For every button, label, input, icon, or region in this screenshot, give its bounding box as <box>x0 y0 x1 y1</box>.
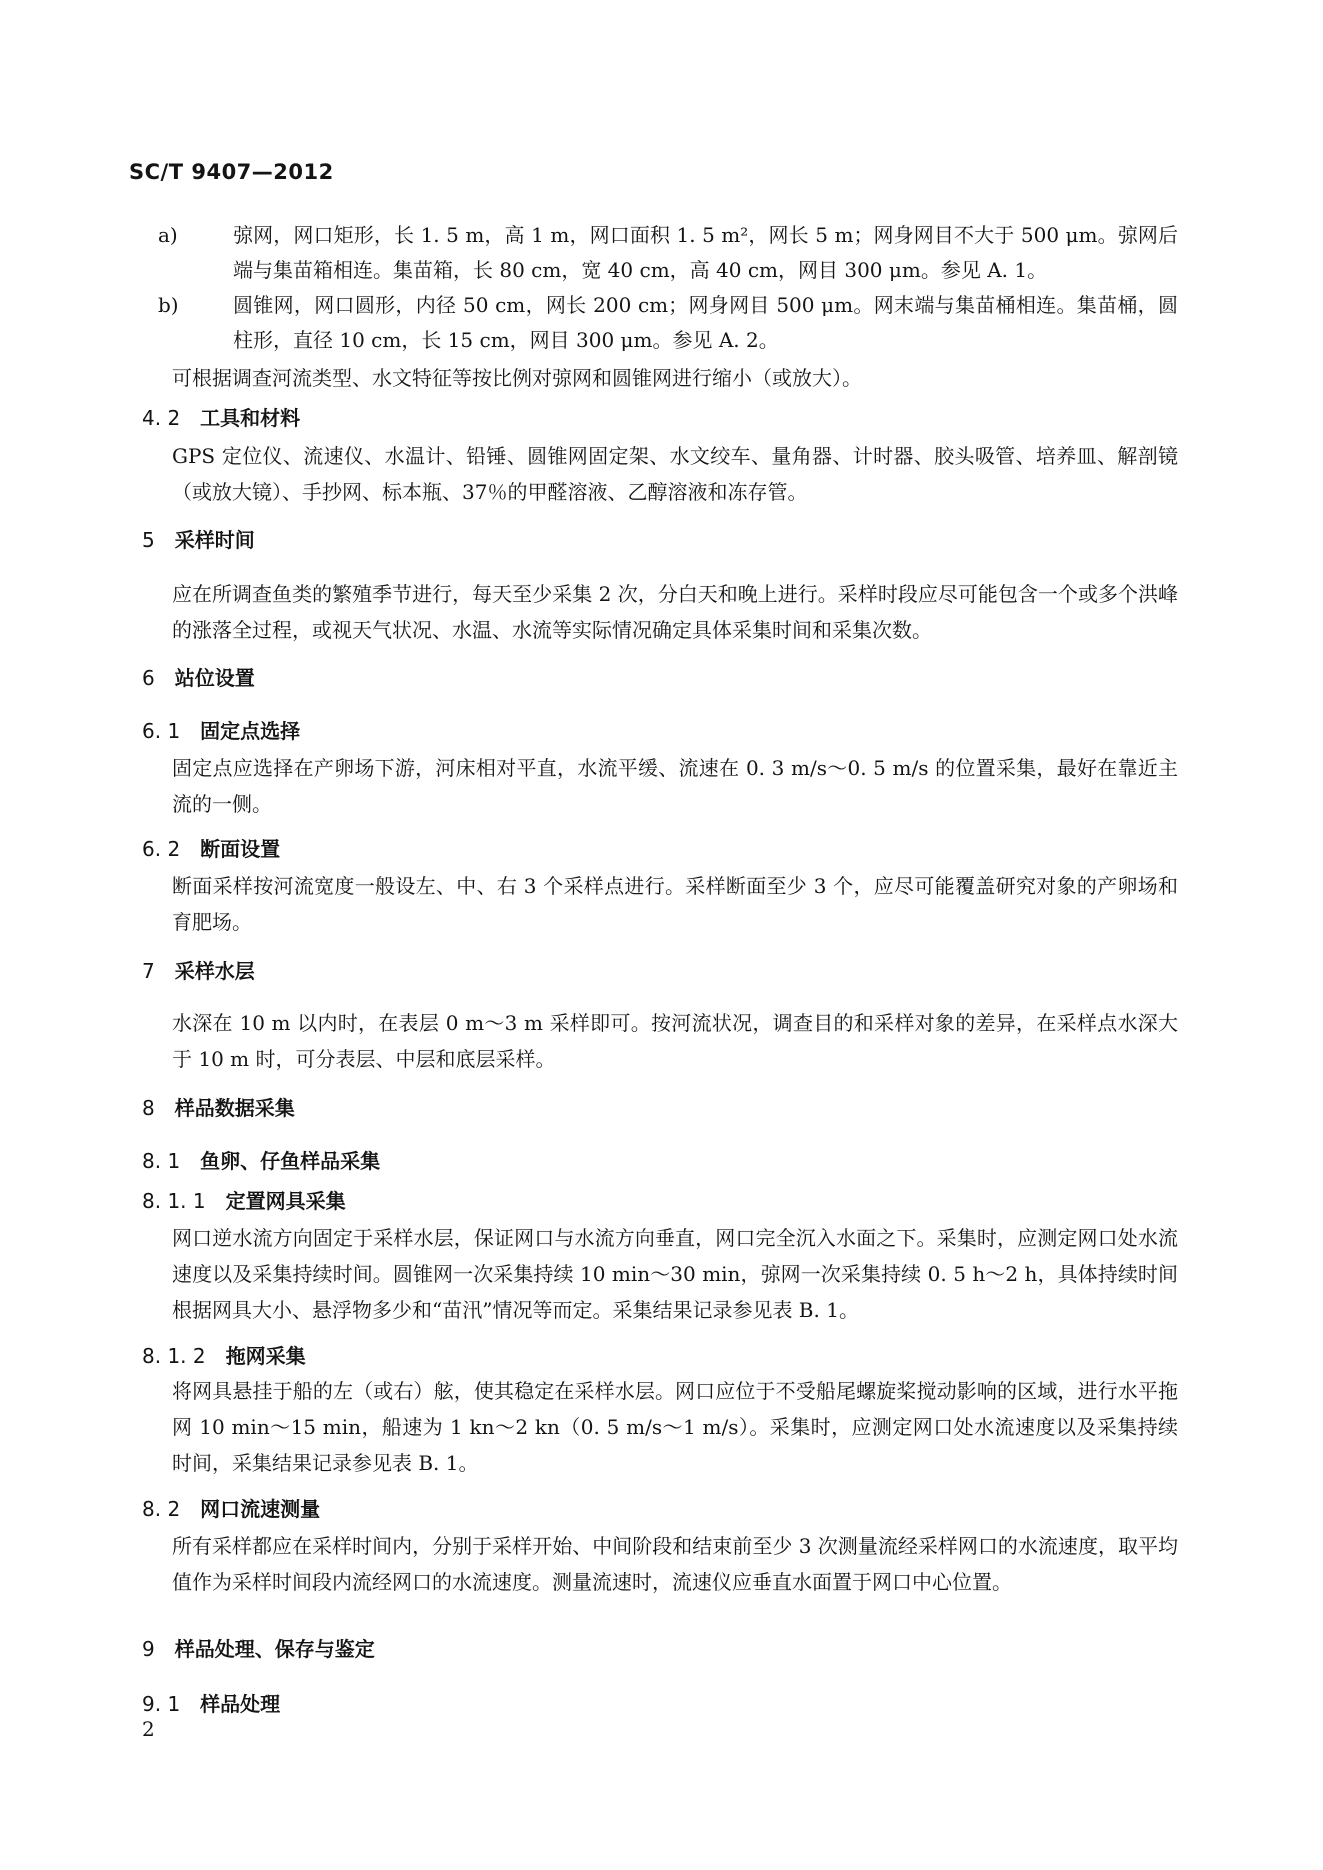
heading-title: 网口流速测量 <box>200 1497 321 1521</box>
heading-number: 6. 1 <box>142 719 181 743</box>
heading-6-2 <box>142 833 280 862</box>
heading-title: 工具和材料 <box>200 406 301 430</box>
page-number: 2 <box>142 1717 155 1741</box>
heading-8-1-1 <box>142 1185 346 1214</box>
heading-number: 5 <box>142 528 155 552</box>
heading-number: 8. 1. 2 <box>142 1344 206 1368</box>
heading-9-1 <box>142 1688 280 1717</box>
list-item-label: b) <box>158 293 179 317</box>
standard-code-header: SC/T 9407—2012 <box>129 160 334 184</box>
heading-title: 样品数据采集 <box>174 1096 295 1120</box>
heading-4-2 <box>142 402 300 431</box>
heading-title: 拖网采集 <box>225 1344 306 1368</box>
heading-8-2 <box>142 1493 320 1522</box>
list-item-text: 圆锥网，网口圆形，内径 50 cm，网长 200 cm；网身网目 500 μm。网末端与集苗桶相连。集苗桶，圆柱形，直径 10 cm，长 15 cm，网目 300 μm。参见 A. 2。 <box>233 293 1178 352</box>
heading-number: 9. 1 <box>142 1692 181 1716</box>
list-item-label: a) <box>158 223 178 247</box>
heading-title: 固定点选择 <box>200 719 301 743</box>
heading-title: 样品处理 <box>200 1692 281 1716</box>
heading-number: 8. 1. 1 <box>142 1189 206 1213</box>
heading-6 <box>142 662 255 691</box>
paragraph-section-setup: 断面采样按河流宽度一般设左、中、右 3 个采样点进行。采样断面至少 3 个，应尽可能覆盖研究对象的产卵场和育肥场。 <box>172 874 1178 934</box>
paragraph-sampling-time: 应在所调查鱼类的繁殖季节进行，每天至少采集 2 次，分白天和晚上进行。采样时段应尽可能包含一个或多个洪峰的涨落全过程，或视天气状况、水温、水流等实际情况确定具体采集时间和采集次数。 <box>172 582 1178 642</box>
heading-number: 4. 2 <box>142 406 181 430</box>
heading-number: 8. 2 <box>142 1497 181 1521</box>
list-item-text: 弶网，网口矩形，长 1. 5 m，高 1 m，网口面积 1. 5 m²，网长 5 m；网身网目不大于 500 μm。弶网后端与集苗箱相连。集苗箱，长 80 cm，宽 40 cm，高 40 cm，网目 300 μm。参见 A. 1。 <box>233 223 1178 282</box>
paragraph-fixed-net: 网口逆水流方向固定于采样水层，保证网口与水流方向垂直，网口完全沉入水面之下。采集时，应测定网口处水流速度以及采集持续时间。圆锥网一次采集持续 10 min～30 min，弶网一次采集持续 0. 5 h～2 h，具体持续时间根据网具大小、悬浮物多少和“苗汛”情况等而定。采集结果记录参见表 B. 1。 <box>172 1226 1178 1322</box>
heading-8 <box>142 1092 295 1121</box>
heading-title: 站位设置 <box>174 666 255 690</box>
heading-title: 采样水层 <box>174 959 255 983</box>
heading-number: 9 <box>142 1637 155 1661</box>
heading-title: 定置网具采集 <box>225 1189 346 1213</box>
paragraph-water-layer: 水深在 10 m 以内时，在表层 0 m～3 m 采样即可。按河流状况，调查目的和采样对象的差异，在采样点水深大于 10 m 时，可分表层、中层和底层采样。 <box>172 1011 1178 1071</box>
heading-8-1-2 <box>142 1340 306 1369</box>
heading-number: 8. 1 <box>142 1149 181 1173</box>
paragraph-flow-speed: 所有采样都应在采样时间内，分别于采样开始、中间阶段和结束前至少 3 次测量流经采样网口的水流速度，取平均值作为采样时间段内流经网口的水流速度。测量流速时，流速仪应垂直水面置于网口中心位置。 <box>172 1534 1178 1594</box>
heading-number: 6. 2 <box>142 837 181 861</box>
heading-8-1 <box>142 1145 380 1174</box>
heading-title: 断面设置 <box>200 837 281 861</box>
paragraph-trawl: 将网具悬挂于船的左（或右）舷，使其稳定在采样水层。网口应位于不受船尾螺旋桨搅动影响的区域，进行水平拖网 10 min～15 min，船速为 1 kn～2 kn（0. 5 m/s～1 m/s）。采集时，应测定网口处水流速度以及采集持续时间，采集结果记录参见表 B. 1。 <box>172 1379 1178 1475</box>
paragraph-fixed-point: 固定点应选择在产卵场下游，河床相对平直，水流平缓、流速在 0. 3 m/s～0. 5 m/s 的位置采集，最好在靠近主流的一侧。 <box>172 756 1178 816</box>
heading-title: 样品处理、保存与鉴定 <box>174 1637 375 1661</box>
heading-9 <box>142 1633 375 1662</box>
heading-title: 采样时间 <box>174 528 255 552</box>
heading-number: 8 <box>142 1096 155 1120</box>
heading-6-1 <box>142 715 300 744</box>
heading-number: 6 <box>142 666 155 690</box>
paragraph-scale-note: 可根据调查河流类型、水文特征等按比例对弶网和圆锥网进行缩小（或放大）。 <box>172 366 862 390</box>
heading-7 <box>142 955 255 984</box>
paragraph-tools-materials: GPS 定位仪、流速仪、水温计、铅锤、圆锥网固定架、水文绞车、量角器、计时器、胶头吸管、培养皿、解剖镜（或放大镜）、手抄网、标本瓶、37％的甲醛溶液、乙醇溶液和冻存管。 <box>172 444 1178 504</box>
heading-title: 鱼卵、仔鱼样品采集 <box>200 1149 381 1173</box>
heading-5 <box>142 524 255 553</box>
heading-number: 7 <box>142 959 155 983</box>
